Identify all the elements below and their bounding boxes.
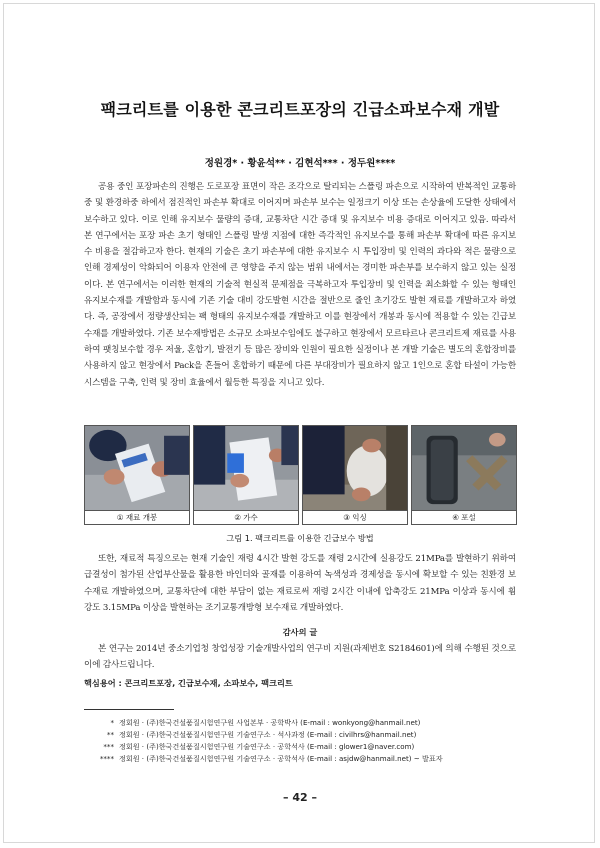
footnote-item [84,717,524,729]
acknowledgement-text: 본 연구는 2014년 중소기업청 창업성장 기술개발사업의 연구비 지원(과제번호 S2184601)에 의해 수행된 것으로 이에 감사드립니다. [84,644,516,671]
body-paragraph: 또한, 재료적 특징으로는 현재 기술인 재령 4시간 발현 강도를 재령 2시간에 실용강도 21MPa를 발현하기 위하여 급결성이 첨가된 산업부산물을 활용한 바인더와 골재를 이용하여 녹색성과 경제성을 동시에 확보할 수 있는 친환경 보수재료 개발하였으며, 교통차단에 대한 부담이 없는 재료로써 재령 2시간 이내에 압축강도 21MPa 이상과 동시에 휨강도 3.15MPa 이상을 발현하는 조기교통개방형 보수재료 개발하였다. [84,554,516,613]
panel-label-water: ② 가수 [194,510,298,524]
page-number: – 42 – [283,791,317,804]
photo-material-opening [85,426,189,510]
footnote-list [84,717,524,765]
footnote-item [84,753,524,765]
figure-panel-mixing [302,425,408,525]
photo-mixing [303,426,407,510]
panel-label-mixing: ③ 익싱 [303,510,407,524]
panel-label-placing: ④ 포설 [412,510,516,524]
figure-panel-water [193,425,299,525]
keywords-line: 핵심용어 : 콘크리트포장, 긴급보수재, 소파보수, 팩크리트 [84,678,293,688]
footnote-text: 정회원 · (주)한국건설품질시험연구원 기술연구소 · 석사과정 (E-mail : civilhrs@hanmail.net) [119,730,417,739]
figure-caption: 그림 1. 팩크리트를 이용한 긴급보수 방법 [226,533,374,543]
paper-title: 팩크리트를 이용한 콘크리트포장의 긴급소파보수재 개발 [100,100,500,119]
footnote-mark: **** [99,754,114,763]
footnote-mark: ** [106,730,114,739]
footnote-item [84,729,524,741]
photo-placing [412,426,516,510]
footnote-text: 정회원 · (주)한국건설품질시험연구원 기술연구소 · 공학석사 (E-mail : glower1@naver.com) [119,742,415,751]
photo-adding-water [194,426,298,510]
footnote-mark: *** [103,742,114,751]
footnote-text: 정회원 · (주)한국건설품질시험연구원 기술연구소 · 공학석사 (E-mail : asjdw@hanmail.net) ~ 발표자 [119,754,443,763]
abstract-paragraph: 공용 중인 포장파손의 진행은 도로포장 표면이 작은 조각으로 탈리되는 스폴링 파손으로 시작하여 반복적인 교통하중 및 환경하중 하에서 점진적인 파손부 확대로 이어지며 파손부 보수는 일정크기 이상 또는 손상율에 도달한 상태에서 보수하고 있다. 이로 인해 유지보수 물량의 증대, 교통차단 시간 증대 및 유지보수 비용 증대로 이어지고 있음. 따라서 본 연구에서는 포장 파손 초기 형태인 스폴링 발생 지점에 대한 즉각적인 유지보수를 통해 파손부 확대에 따른 유지보수 비용을 절감하고자 한다. 현재의 기술은 초기 파손부에 대한 유지보수 시 투입장비 및 인력의 과다와 적은 물량으로 인해 경제성이 악화되어 이용자 안전에 큰 영향을 주지 않는 범위 내에서는 경미한 파손부를 보수하지 않고 있는 실정이다. 본 연구에서는 이러한 현재의 기술적 현실적 문제점을 극복하고자 투입장비 및 인력을 최소화할 수 있는 형태인 유지보수재를 개발함과 동시에 기존 기술 대비 강도발현 시간을 절반으로 줄인 초기강도 발현 재료를 개발하고자 하였다. 즉, 공장에서 정량생산되는 팩 형태의 유지보수재를 개발하고 이를 현장에서 개봉과 동시에 적용할 수 있는 긴급보수재를 개발하였다. 기존 보수재방법은 소규모 소파보수임에도 불구하고 현장에서 모르타르나 콘크리트제 재료를 사용하여 팻칭보수할 경우 저울, 혼합기, 발전기 등 많은 장비와 인원이 필요한 실정이나 본 개발 기술은 별도의 혼합장비를 사용하지 않고 현장에서 Pack을 흔들어 혼합하기 때문에 다른 부대장비가 필요하지 않고 1인으로 혼합 타설이 가능한 시스템을 구축, 인력 및 장비 효율에서 월등한 특징을 지니고 있다. [84,182,516,388]
footnote-text: 정회원 · (주)한국건설품질시험연구원 사업본부 · 공학박사 (E-mail : wonkyong@hanmail.net) [119,718,421,727]
figure-panel-placing [411,425,517,525]
figure-panel-open [84,425,190,525]
footnote-mark: * [110,718,114,727]
author-list: 정원경* · 황윤석** · 김현석*** · 정두원**** [204,158,396,169]
footnote-item [84,741,524,753]
footnote-divider [84,709,174,710]
panel-label-open: ① 재료 개봉 [85,510,189,524]
figure-photo-strip [84,425,517,525]
acknowledgement-heading: 감사의 글 [282,627,318,637]
